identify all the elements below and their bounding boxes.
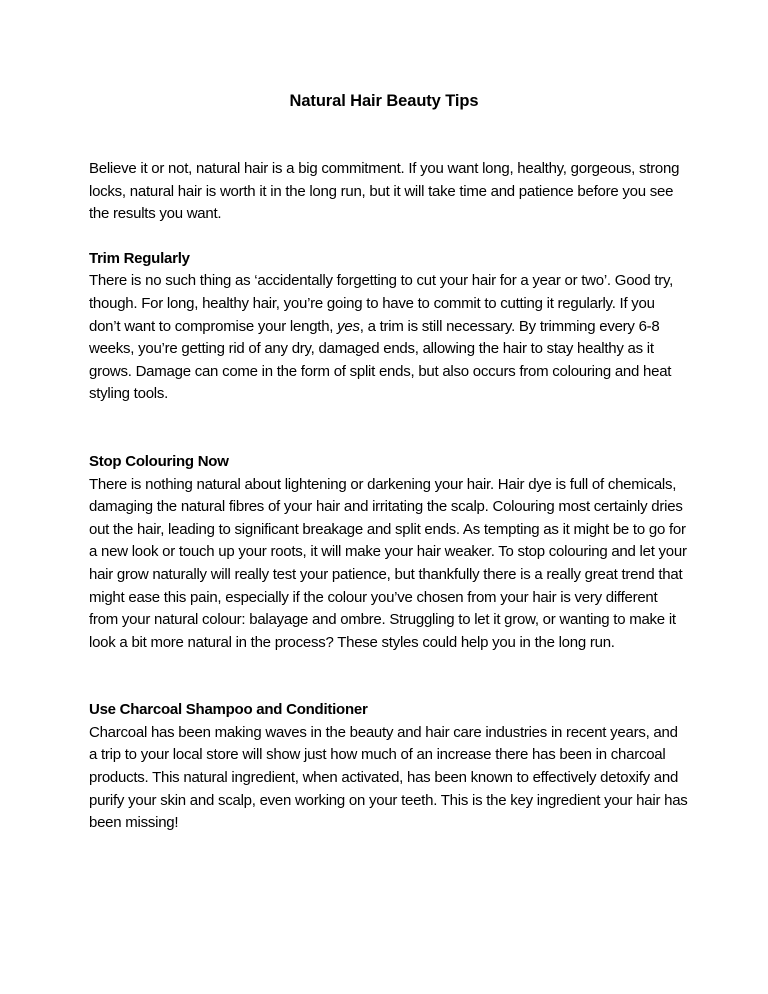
section-charcoal-shampoo [89, 699, 689, 835]
intro-paragraph: Believe it or not, natural hair is a big commitment. If you want long, healthy, gorgeous, strong locks, natural hair is worth it in the long run, but it will take time and patience before you see the results you want. [89, 160, 680, 223]
paragraph-text: There is no such thing as ‘accidentally forgetting to cut your hair for a year or two’. Good try, though. For long, healthy hair, you’re going to have to commit to cutting it regularly. If you don’t want to compromise your length, [89, 272, 674, 335]
document-body [89, 158, 689, 835]
emphasis-text: yes [337, 317, 360, 335]
section-trim-regularly [89, 248, 689, 406]
section-paragraph [89, 270, 689, 406]
page-title: Natural Hair Beauty Tips [289, 92, 479, 110]
section-paragraph: Charcoal has been making waves in the beauty and hair care industries in recent years, and a trip to your local store will show just how much of an increase there has been in charcoal products. This natural ingredient, when activated, has been known to effectively detoxify and purify your skin and scalp, even working on your teeth. This is the key ingredient your hair has been missing! [89, 723, 688, 832]
paragraph-text: , a trim is still necessary. By trimming every 6-8 weeks, you’re getting rid of any dry, damaged ends, allowing the hair to stay healthy as it grows. Damage can come in the form of split ends, but also occurs from colouring and heat styling tools. [89, 317, 672, 403]
section-heading: Stop Colouring Now [89, 452, 229, 470]
section-heading: Trim Regularly [89, 249, 190, 267]
section-heading: Use Charcoal Shampoo and Conditioner [89, 701, 368, 719]
section-paragraph: There is nothing natural about lightening or darkening your hair. Hair dye is full of chemicals, damaging the natural fibres of your hair and irritating the scalp. Colouring most certainly dries out the hair, leading to significant breakage and split ends. As tempting as it might be to go for a new look or touch up your roots, it will make your hair weaker. To stop colouring and let your hair grow naturally will really test your patience, but thankfully there is a really great trend that might ease this pain, especially if the colour you’ve chosen from your hair is very different from your natural colour: balayage and ombre. Struggling to let it grow, or wanting to make it look a bit more natural in the process? These styles could help you in the long run. [89, 475, 687, 651]
section-stop-colouring-now [89, 451, 689, 654]
